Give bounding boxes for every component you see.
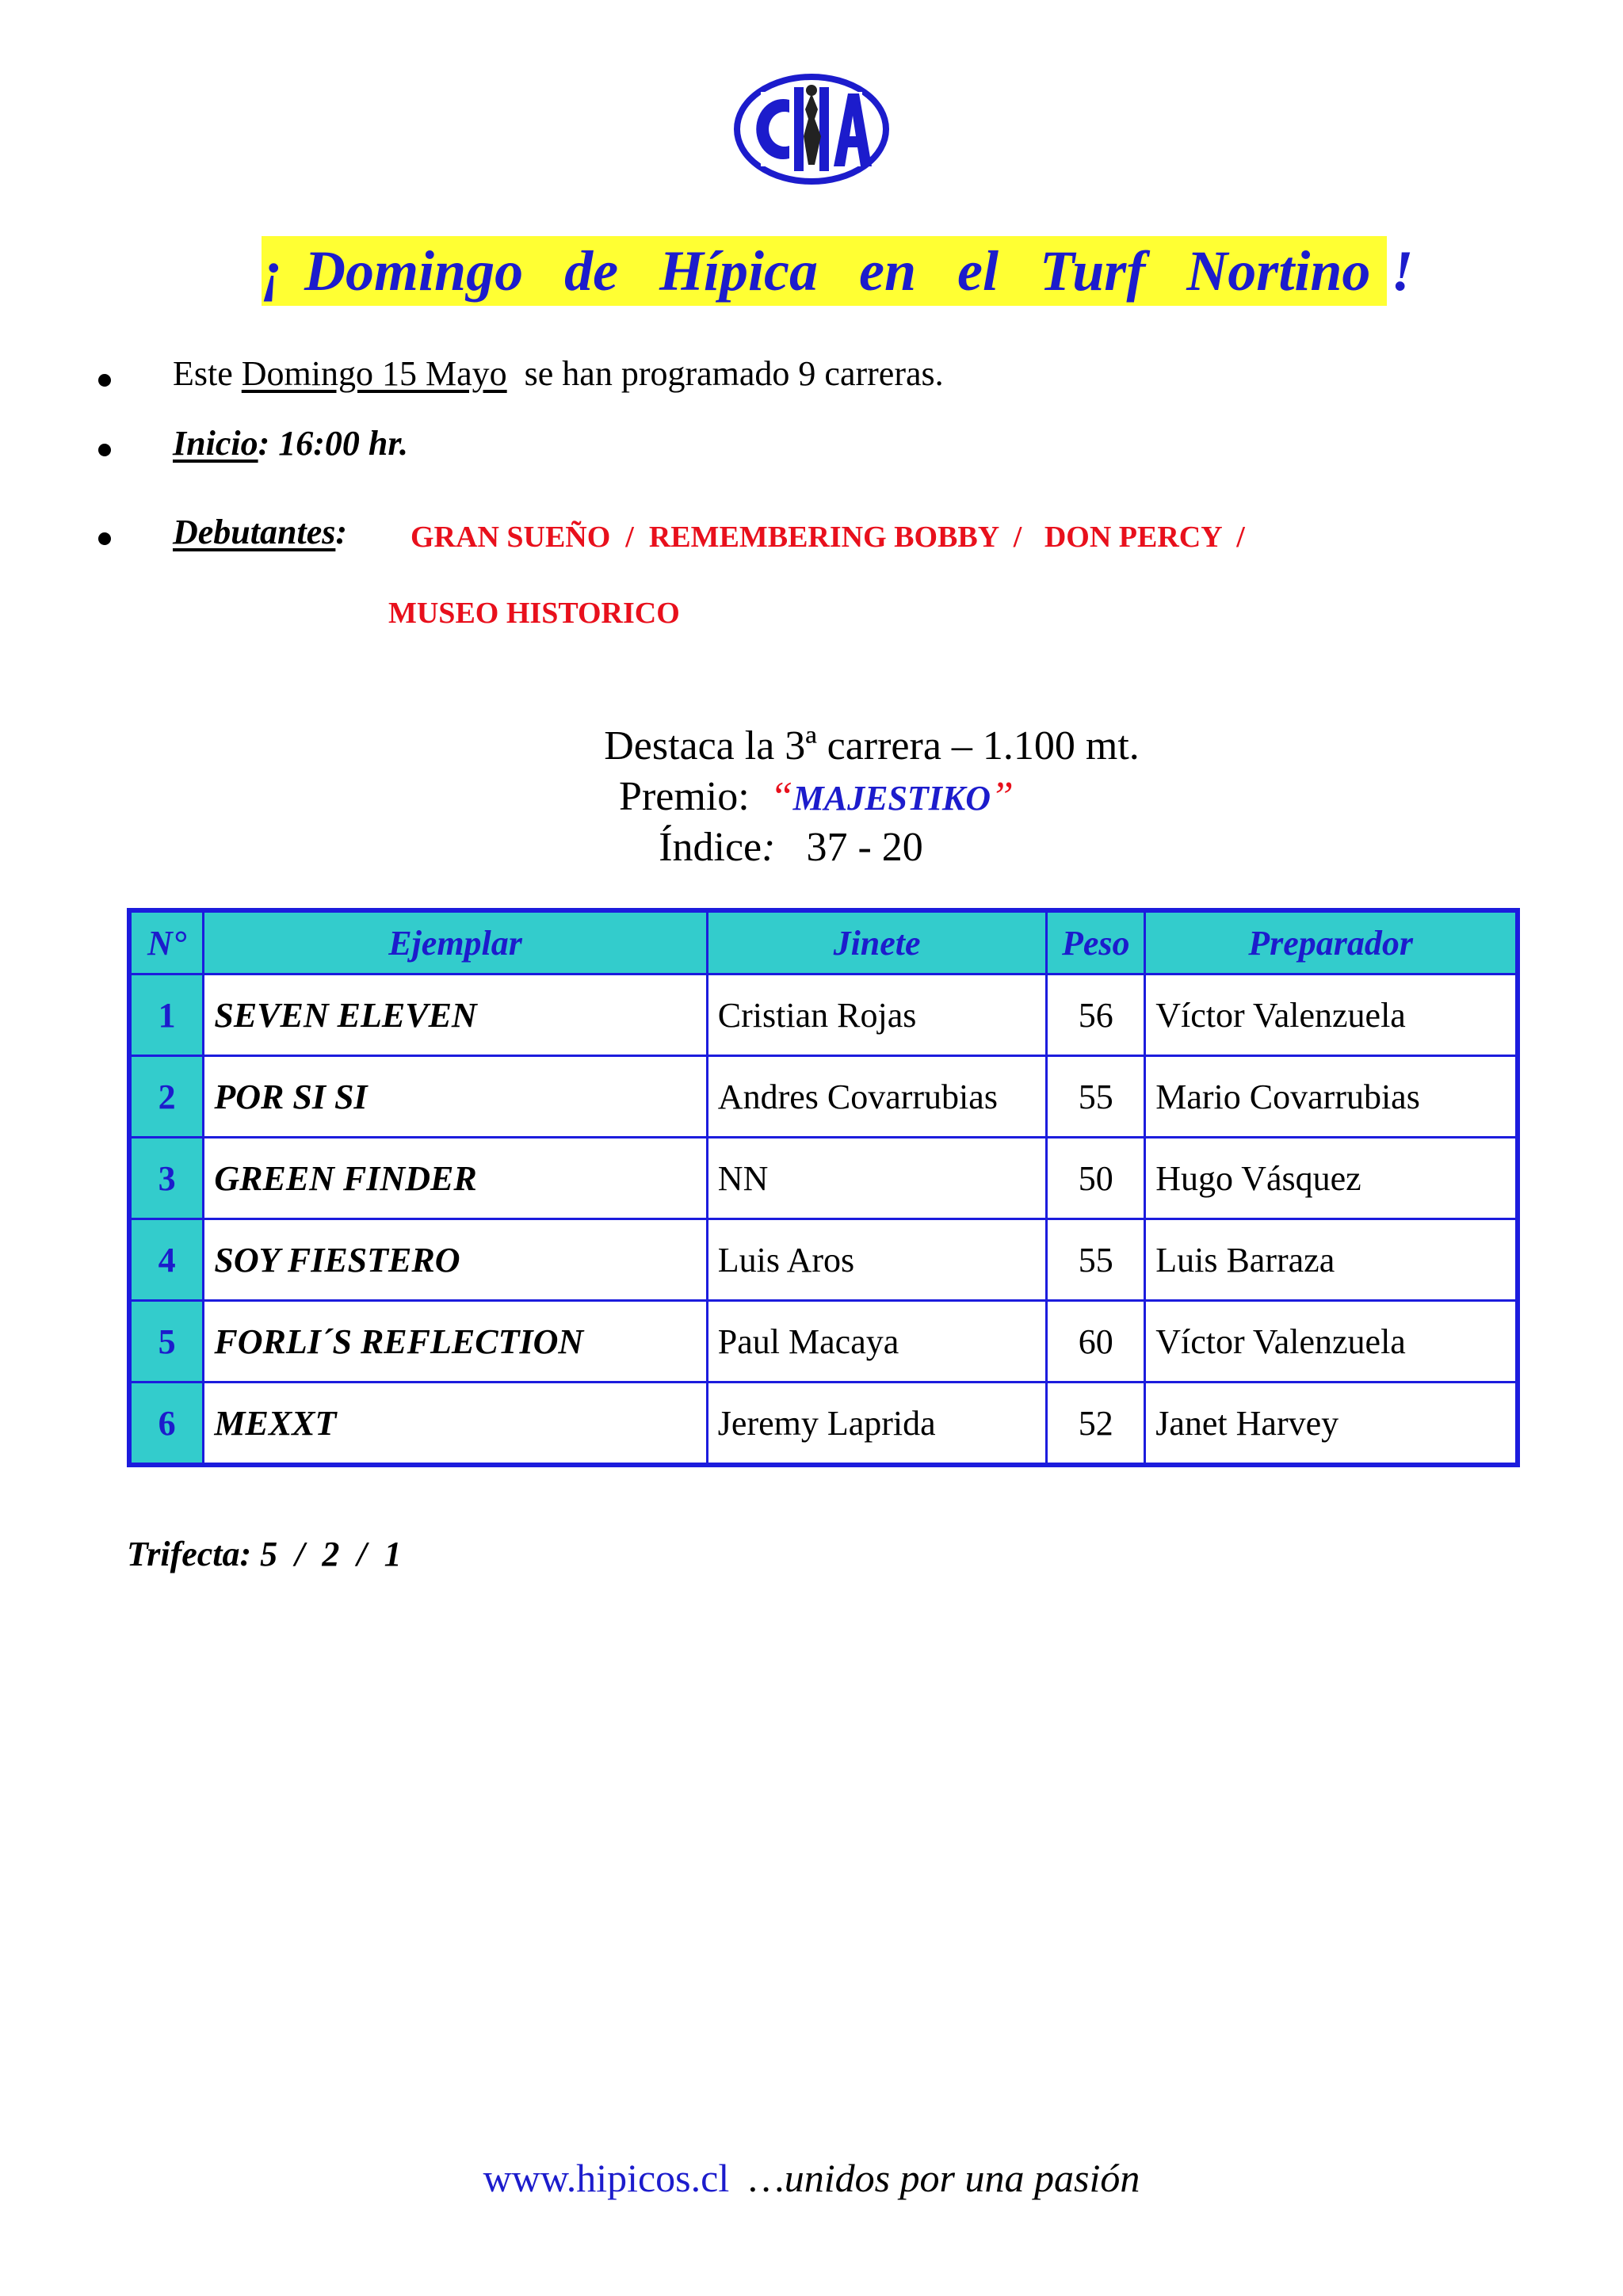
row-trainer: Víctor Valenzuela	[1145, 974, 1518, 1056]
row-horse: SOY FIESTERO	[204, 1219, 707, 1301]
website-link[interactable]: www.hipicos.cl	[483, 2156, 730, 2200]
prize-label: Premio:	[619, 774, 770, 819]
row-horse: POR SI SI	[204, 1056, 707, 1138]
row-jockey: NN	[707, 1138, 1047, 1219]
schedule-pre: Este	[173, 354, 242, 393]
row-num: 1	[129, 974, 204, 1056]
table-header-row	[129, 910, 1518, 974]
close-quote: ”	[991, 774, 1014, 819]
bullet-debutants	[173, 512, 347, 552]
row-num: 6	[129, 1383, 204, 1466]
bullet-schedule	[173, 353, 944, 394]
page-title: ¡ Domingo de Hípica en el Turf Nortino !	[262, 236, 1387, 306]
row-jockey: Luis Aros	[707, 1219, 1047, 1301]
race-entries-table	[127, 908, 1520, 1467]
row-weight: 60	[1047, 1301, 1145, 1383]
table-row	[129, 1301, 1518, 1383]
debutants-names-2: MUSEO HISTORICO	[388, 597, 680, 630]
prize-name: MAJESTIKO	[792, 779, 991, 818]
bullet-start-time	[173, 423, 408, 463]
row-num: 2	[129, 1056, 204, 1138]
header-num: N°	[129, 910, 204, 974]
row-num: 3	[129, 1138, 204, 1219]
index-line	[0, 824, 1602, 871]
row-trainer: Luis Barraza	[1145, 1219, 1518, 1301]
footer	[0, 2155, 1623, 2201]
index-value: 37 - 20	[775, 825, 923, 870]
row-jockey: Andres Covarrubias	[707, 1056, 1047, 1138]
index-label: Índice	[659, 825, 762, 870]
footer-slogan: …unidos por una pasión	[729, 2156, 1140, 2200]
bullet-dot	[98, 374, 111, 387]
row-trainer: Víctor Valenzuela	[1145, 1301, 1518, 1383]
row-num: 4	[129, 1219, 204, 1301]
table-row	[129, 974, 1518, 1056]
start-value: : 16:00 hr.	[258, 424, 409, 463]
schedule-post: se han programado 9 carreras.	[506, 354, 944, 393]
row-jockey: Jeremy Laprida	[707, 1383, 1047, 1466]
race-date: Domingo 15 Mayo	[241, 354, 507, 393]
trifecta-result: Trifecta: 5 / 2 / 1	[127, 1535, 402, 1573]
featured-race: Destaca la 3ª carrera – 1.100 mt.	[604, 723, 1140, 769]
start-label: Inicio	[173, 424, 258, 463]
index-colon: :	[762, 825, 776, 870]
header-trainer: Preparador	[1145, 910, 1518, 974]
table-row	[129, 1138, 1518, 1219]
row-weight: 56	[1047, 974, 1145, 1056]
row-trainer: Janet Harvey	[1145, 1383, 1518, 1466]
table-row	[129, 1383, 1518, 1466]
bullet-dot	[98, 444, 111, 456]
row-trainer: Mario Covarrubias	[1145, 1056, 1518, 1138]
header-horse: Ejemplar	[204, 910, 707, 974]
table-row	[129, 1056, 1518, 1138]
row-horse: FORLI´S REFLECTION	[204, 1301, 707, 1383]
row-horse: MEXXT	[204, 1383, 707, 1466]
chna-logo	[732, 70, 891, 189]
row-num: 5	[129, 1301, 204, 1383]
header-jockey: Jinete	[707, 910, 1047, 974]
row-jockey: Paul Macaya	[707, 1301, 1047, 1383]
debutants-colon: :	[335, 513, 348, 551]
table-row	[129, 1219, 1518, 1301]
prize-line	[5, 773, 1623, 820]
debutants-label: Debutantes	[173, 513, 336, 551]
bullet-dot	[98, 532, 111, 545]
row-trainer: Hugo Vásquez	[1145, 1138, 1518, 1219]
row-weight: 55	[1047, 1056, 1145, 1138]
header-weight: Peso	[1047, 910, 1145, 974]
row-weight: 52	[1047, 1383, 1145, 1466]
open-quote: “	[769, 774, 793, 819]
debutants-names-1: GRAN SUEÑO / REMEMBERING BOBBY / DON PERCY /	[411, 521, 1245, 554]
row-jockey: Cristian Rojas	[707, 974, 1047, 1056]
row-weight: 50	[1047, 1138, 1145, 1219]
row-horse: GREEN FINDER	[204, 1138, 707, 1219]
row-horse: SEVEN ELEVEN	[204, 974, 707, 1056]
row-weight: 55	[1047, 1219, 1145, 1301]
